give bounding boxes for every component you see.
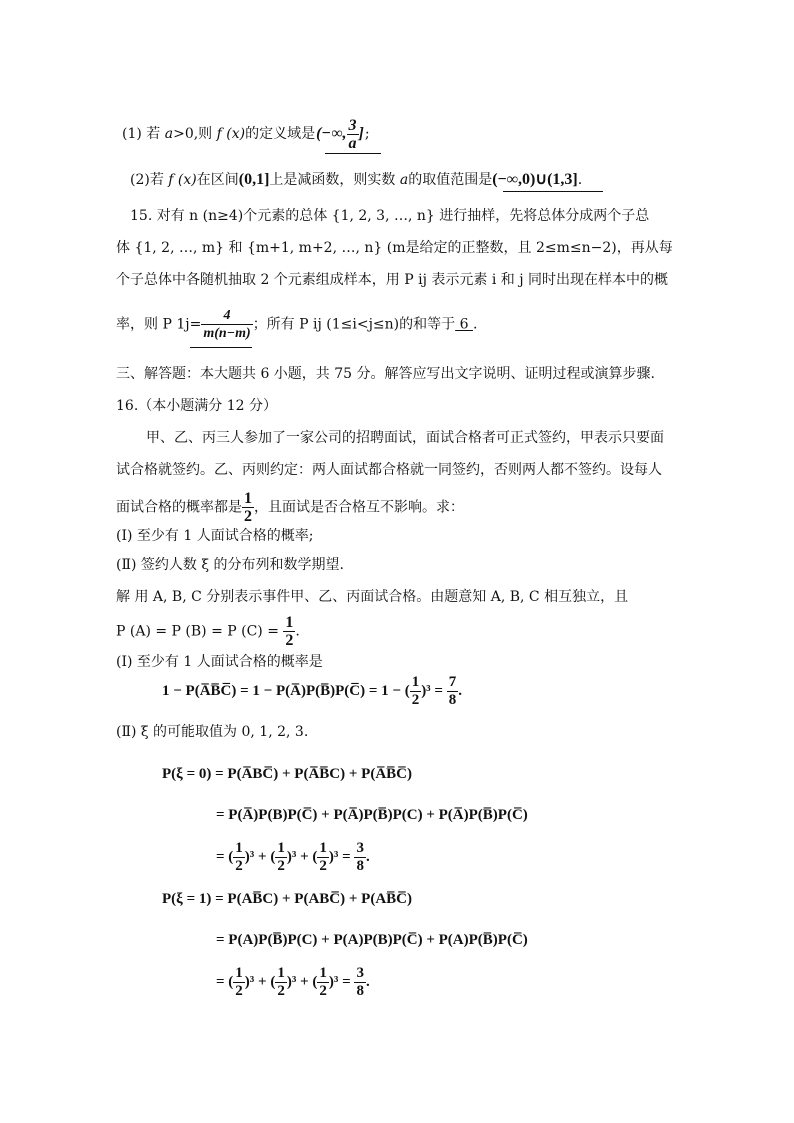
frac-den: 2 bbox=[319, 858, 327, 874]
equation-text: )³ = bbox=[328, 973, 351, 990]
half-fraction bbox=[242, 490, 254, 525]
eq1-line1: P(ξ = 1) = P(AB̅C) + P(ABC̅) + P(AB̅C̅) bbox=[162, 891, 412, 907]
frac-den: 2 bbox=[235, 858, 243, 874]
frac-num: 7 bbox=[448, 674, 457, 690]
frac-num: 1 bbox=[411, 674, 420, 690]
frac-den: 8 bbox=[356, 858, 364, 874]
eq1-line2: = P(A)P(B̅)P(C) + P(A)P(B)P(C̅) + P(A)P(B̅)P(C̅) bbox=[216, 932, 528, 948]
item1-line bbox=[122, 117, 370, 152]
half-fraction bbox=[410, 674, 422, 709]
q16-question1: (Ⅰ) 至少有 1 人面试合格的概率; bbox=[116, 528, 314, 544]
item1-text: (1) 若 bbox=[122, 126, 165, 143]
frac-den: 8 bbox=[448, 692, 457, 708]
q16-text: 面试合格的概率都是 bbox=[116, 499, 242, 516]
frac-num: 1 bbox=[319, 840, 327, 856]
q15-line1: 15. 对有 n (n≥4)个元素的总体 {1, 2, 3, …, n} 进行抽样，先将总体分成两个子总 bbox=[130, 208, 650, 224]
frac-den: m(n−m) bbox=[203, 326, 251, 341]
item2-text: 的取值范围是 bbox=[408, 172, 493, 188]
eq1-line3 bbox=[216, 965, 370, 1000]
q16-para1: 甲、乙、丙三人参加了一家公司的招聘面试，面试合格者可正式签约，甲表示只要面 bbox=[146, 430, 664, 446]
frac-num: 1 bbox=[285, 614, 294, 631]
q15-line2: 体 {1, 2, …, m} 和 {m+1, m+2, …, n} (m是给定的正整数，且 2≤m≤n−2)，再从每 bbox=[116, 240, 673, 256]
frac-den: 8 bbox=[356, 983, 364, 999]
item2-text: (2)若 bbox=[130, 172, 169, 188]
frac-num: 1 bbox=[277, 965, 285, 981]
q15-line3: 个子总体中各随机抽取 2 个元素组成样本，用 P ij 表示元素 i 和 j 同时出现在样本中的概 bbox=[116, 272, 669, 288]
half-fraction bbox=[317, 840, 329, 875]
item2-underline bbox=[503, 191, 603, 192]
eq0-line3 bbox=[216, 840, 370, 875]
eq0-line1: P(ξ = 0) = P(A̅BC̅) + P(A̅B̅C) + P(A̅B̅C̅) bbox=[162, 766, 412, 782]
frac-den: 2 bbox=[235, 983, 243, 999]
solution-line2 bbox=[116, 614, 300, 649]
solution-line1: 解 用 A, B, C 分别表示事件甲、乙、丙面试合格。由题意知 A, B, C 相互独立，且 bbox=[116, 589, 629, 605]
half-fraction bbox=[233, 840, 245, 875]
equation-text: )³ + ( bbox=[286, 848, 318, 865]
result-fraction bbox=[447, 674, 459, 709]
solution-text: P (A) = P (B) = P (C) = bbox=[116, 623, 279, 640]
q15-line4 bbox=[116, 307, 477, 342]
equation-text: )³ + ( bbox=[286, 973, 318, 990]
half-fraction bbox=[283, 614, 295, 649]
item1-text: 的定义域是 bbox=[245, 126, 316, 143]
eq0-line2: = P(A̅)P(B)P(C̅) + P(A̅)P(B̅)P(C) + P(A̅)P(B̅)P(C̅) bbox=[216, 807, 528, 823]
frac-den: 2 bbox=[277, 858, 285, 874]
item2-line bbox=[130, 171, 582, 189]
q15-fraction bbox=[201, 307, 252, 342]
frac-num: 1 bbox=[235, 840, 243, 856]
equation-text: )³ = bbox=[328, 848, 351, 865]
equation-text: = ( bbox=[216, 848, 234, 865]
part2-heading: (Ⅱ) ξ 的可能取值为 0, 1, 2, 3. bbox=[116, 724, 309, 740]
frac-num: 3 bbox=[356, 965, 364, 981]
q15-answer: 6 bbox=[455, 316, 473, 333]
q16-para3 bbox=[116, 490, 464, 525]
frac-num: 1 bbox=[319, 965, 327, 981]
half-fraction bbox=[317, 965, 329, 1000]
section-heading: 三、解答题：本大题共 6 小题，共 75 分。解答应写出文字说明、证明过程或演算步骤. bbox=[116, 366, 655, 382]
var-a: a bbox=[399, 172, 409, 188]
q15-text: . bbox=[472, 316, 478, 333]
frac-den: 2 bbox=[277, 983, 285, 999]
item2-text: 上是减函数，则实数 bbox=[269, 172, 400, 188]
equation-text: )³ + ( bbox=[244, 848, 276, 865]
q16-question2: (Ⅱ) 签约人数 ξ 的分布列和数学期望. bbox=[116, 557, 344, 573]
equation-text: . bbox=[365, 848, 370, 865]
answer-fraction bbox=[347, 117, 359, 152]
item2-answer: (−∞,0)∪(1,3] bbox=[492, 171, 578, 188]
item2-text: 在区间 bbox=[196, 172, 239, 188]
frac-den: 2 bbox=[319, 983, 327, 999]
item1-text: >0,则 bbox=[173, 126, 217, 143]
q15-text: 率，则 P 1j= bbox=[116, 316, 202, 333]
item1-text: ; bbox=[364, 126, 370, 143]
frac-num: 1 bbox=[244, 490, 252, 507]
frac-num: 4 bbox=[201, 307, 252, 325]
frac-den: 2 bbox=[285, 632, 294, 649]
q16-text: ，且面试是否合格互不影响。求： bbox=[254, 499, 464, 516]
item2-text: . bbox=[577, 172, 583, 188]
q15-text: ；所有 P ij (1≤i<j≤n)的和等于 bbox=[252, 316, 456, 333]
item1-underline bbox=[325, 153, 381, 154]
part1-equation bbox=[162, 674, 462, 709]
half-fraction bbox=[233, 965, 245, 1000]
answer-open: (−∞, bbox=[316, 125, 347, 143]
equation-text: . bbox=[365, 973, 370, 990]
item1-answer bbox=[315, 117, 365, 152]
interval: (0,1] bbox=[238, 171, 270, 188]
half-fraction bbox=[275, 965, 287, 1000]
func-f: f (x) bbox=[216, 126, 246, 143]
frac-num: 1 bbox=[235, 965, 243, 981]
half-fraction bbox=[275, 840, 287, 875]
equation-text: )³ = bbox=[421, 682, 443, 699]
var-a: a bbox=[164, 126, 174, 143]
equation-text: = ( bbox=[216, 973, 234, 990]
q16-header: 16.（本小题满分 12 分） bbox=[116, 398, 277, 414]
frac-num: 3 bbox=[348, 117, 357, 134]
q15-underline bbox=[190, 347, 252, 348]
answer-close: ] bbox=[358, 125, 364, 143]
q16-para2: 试合格就签约。乙、丙则约定：两人面试都合格就一同签约，否则两人都不签约。设每人 bbox=[116, 462, 662, 478]
equation-text: 1 − P(A̅B̅C̅) = 1 − P(A̅)P(B̅)P(C̅) = 1 − ( bbox=[162, 682, 410, 699]
frac-den: a bbox=[348, 135, 357, 152]
part1-heading: (Ⅰ) 至少有 1 人面试合格的概率是 bbox=[116, 654, 323, 670]
result-fraction bbox=[354, 840, 366, 875]
equation-text: )³ + ( bbox=[244, 973, 276, 990]
frac-den: 2 bbox=[244, 508, 252, 525]
frac-num: 3 bbox=[356, 840, 364, 856]
frac-den: 2 bbox=[411, 692, 420, 708]
solution-text: . bbox=[295, 623, 300, 640]
result-fraction bbox=[354, 965, 366, 1000]
equation-text: . bbox=[458, 682, 462, 699]
func-f: f (x) bbox=[168, 172, 197, 188]
frac-num: 1 bbox=[277, 840, 285, 856]
